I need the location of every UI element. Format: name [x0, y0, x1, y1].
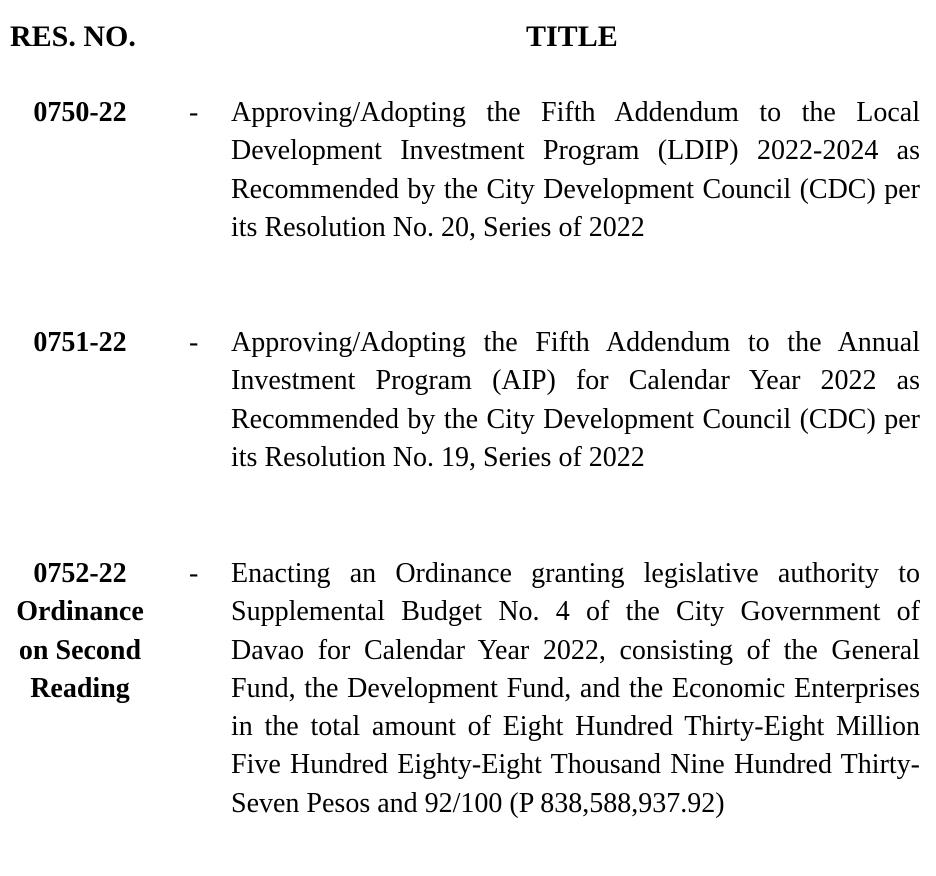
resolution-title: Approving/Adopting the Fifth Addendum to the Annual Investment Program (AIP) for Calendar Year 2022 as Recommended by the City Development Council (CDC) per its Resolution No. 19, Series of 2022	[231, 327, 920, 473]
ordinance-note-line: on Second	[18, 634, 142, 666]
res-number: 0750-22	[33, 97, 127, 128]
ordinance-note-line: Ordinance	[16, 596, 144, 628]
res-no-cell	[0, 94, 160, 132]
ordinance-note-line: Reading	[30, 672, 130, 704]
res-number: 0751-22	[33, 327, 127, 358]
separator-dash: -	[189, 327, 199, 358]
res-no-cell	[0, 324, 160, 362]
res-no-column-header: RES. NO.	[10, 20, 136, 53]
resolution-title: Approving/Adopting the Fifth Addendum to the Local Development Investment Program (LDIP) 2022-2024 as Recommended by the City Development Council (CDC) per its Resolution No. 20, Series of 2022	[231, 97, 920, 243]
separator-dash: -	[189, 558, 199, 589]
res-number: 0752-22	[33, 558, 127, 589]
title-column-header: TITLE	[526, 20, 618, 53]
table-header	[0, 17, 936, 57]
res-no-cell	[0, 555, 160, 708]
separator-dash: -	[189, 97, 199, 128]
ordinance-title: Enacting an Ordinance granting legislative authority to Supplemental Budget No. 4 of the City Government of Davao for Calendar Year 2022, consisting of the General Fund, the Development Fund, and the Economic Enterprises in the total amount of Eight Hundred Thirty-Eight Million Five Hundred Eighty-Eight Thousand Nine Hundred Thirty-Seven Pesos and 92/100 (P 838,588,937.92)	[231, 558, 920, 819]
